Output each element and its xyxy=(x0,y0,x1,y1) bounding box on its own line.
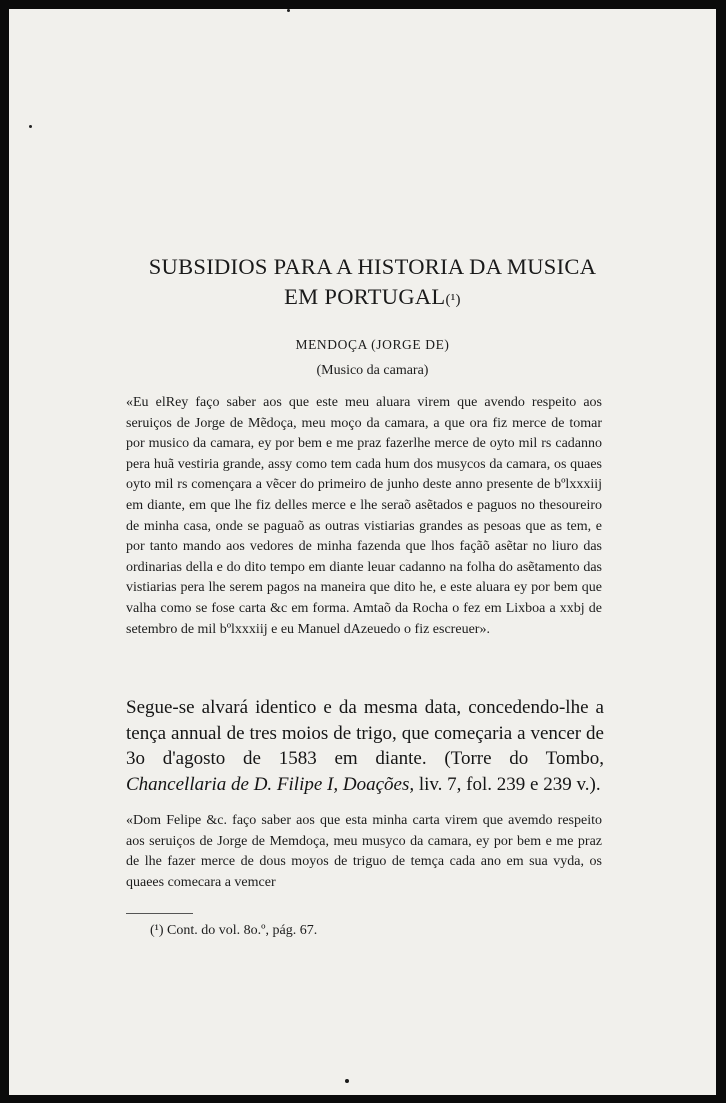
body-paragraph xyxy=(126,695,604,797)
title-line-1: SUBSIDIOS PARA A HISTORIA DA MUSICA xyxy=(148,254,597,279)
scanned-page xyxy=(9,9,716,1095)
page-speck xyxy=(29,125,32,128)
quoted-document-2: «Dom Felipe &c. faço saber aos que esta minha carta virem que avemdo respeito aos seruiços de Jorge de Memdoça, meu musyco da camara, ey por bem e me praz de lhe fazer merce de dous moyos de triguo de temça cada ano em sua vyda, os quaees comecara a vemcer xyxy=(126,813,602,890)
footnote xyxy=(150,923,317,939)
page-speck xyxy=(345,1079,349,1083)
title-line-2-text: EM PORTUGAL xyxy=(284,284,446,309)
section-heading: MENDOÇA (JORGE DE) xyxy=(295,337,450,352)
page-speck xyxy=(287,9,290,12)
quoted-document-1: «Eu elRey faço saber aos que este meu aluara virem que avendo respeito aos seruiços de Jorge de Mẽdoça, meu moço da camara, a que ora fiz merce de tomar por musico da camara, ey por bem e me praz fazerlhe merce de oyto mil rs cadanno pera huã vestiria grande, assy como tem cada hum dos musycos da camara, os quaes oyto mil rs començara a vẽcer do primeiro de junho deste anno presente de bºlxxxiij em diante, em que lhe fiz delles merce e lhe seraõ asẽtados e paguos no thesoureiro de minha casa, onde se paguaõ as outras vistiarias grandes as pesoas que as tem, e por tanto mando aos vedores de minha fazenda que lhos façãõ asẽtar no liuro das ordinarias della e do dito tempo em diante leuar cadanno na folha do asẽtamento das vistiarias pera lhe serem pagos na maneira que dito he, e este aluara ey por bem que valha como se fose carta &c em forma. Amtaõ da Rocha o fez em Lixboa a xxbj de setembro de mil bºlxxxiij e eu Manuel dAzeuedo o fiz escreuer». xyxy=(126,395,602,637)
body-text-italic: Chancellaria de D. Filipe I, Doações, xyxy=(126,773,415,795)
footnote-text: Cont. do vol. 8o.º, pág. 67. xyxy=(167,923,318,938)
footnote-mark: (¹) xyxy=(150,923,164,938)
footnote-rule xyxy=(126,913,193,914)
bleed-through-shadow xyxy=(339,67,459,89)
title-note-mark: (¹) xyxy=(445,292,461,308)
body-text-part-1: Segue-se alvará identico e da mesma data, concedendo-lhe a tença annual de tres moios de trigo, que começaria a vencer de 3o d'agosto de 1583 em diante. (Torre do Tombo, xyxy=(126,697,604,769)
page-title xyxy=(9,252,716,315)
title-line-2 xyxy=(9,282,716,315)
body-text-part-2: liv. 7, fol. 239 e 239 v.). xyxy=(414,773,601,795)
section-subheading: (Musico da camara) xyxy=(316,363,429,378)
